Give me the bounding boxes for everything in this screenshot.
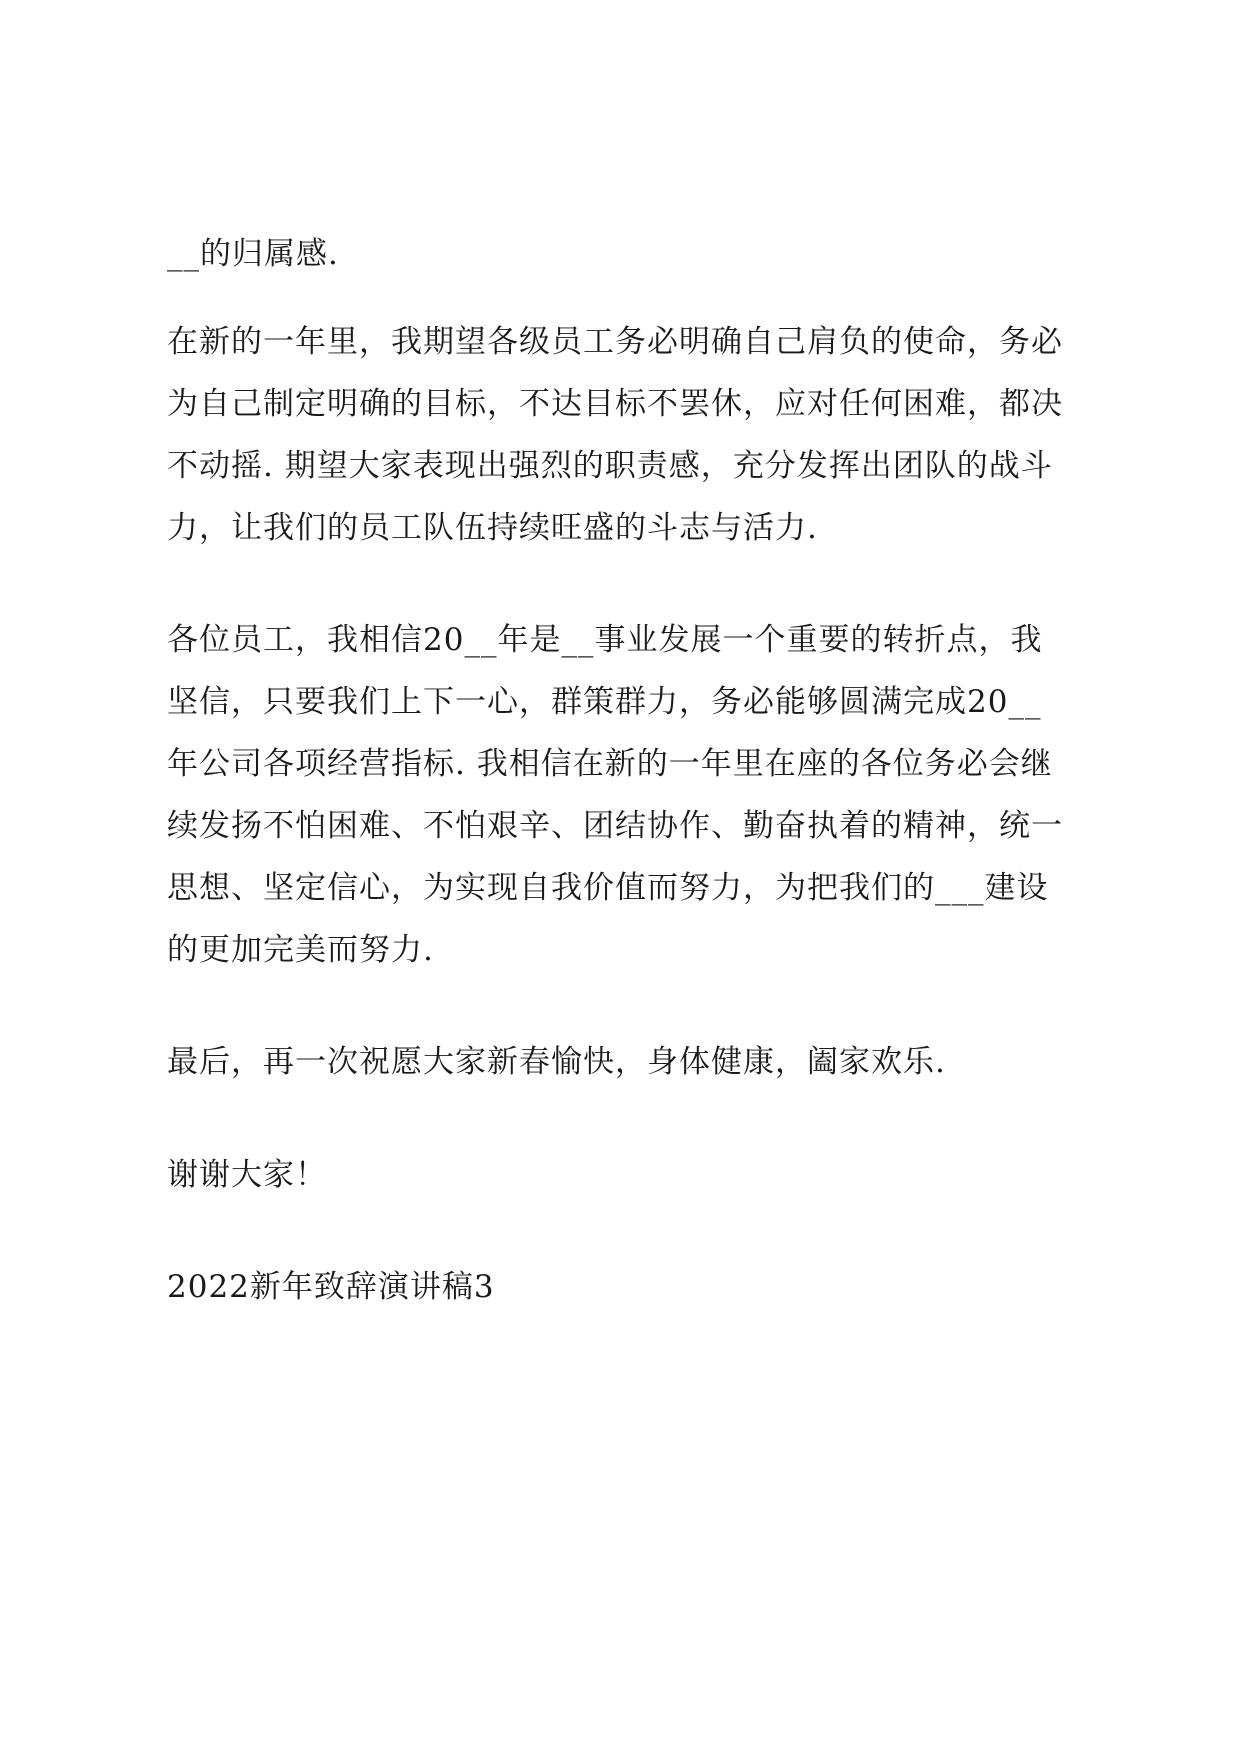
paragraph-new-year-expectation-line-3: 不动摇. 期望大家表现出强烈的职责感，充分发挥出团队的战斗 — [167, 448, 1053, 484]
paragraph-confidence-line-5: 思想、坚定信心，为实现自我价值而努力，为把我们的___建设 — [167, 870, 1049, 906]
paragraph-thanks: 谢谢大家！ — [167, 1157, 327, 1193]
paragraph-confidence-line-2: 坚信，只要我们上下一心，群策群力，务必能够圆满完成20__ — [167, 684, 1042, 720]
section-heading: 2022新年致辞演讲稿3 — [167, 1269, 495, 1305]
paragraph-wishes: 最后，再一次祝愿大家新春愉快，身体健康，阖家欢乐. — [167, 1044, 946, 1080]
paragraph-confidence-line-4: 续发扬不怕困难、不怕艰辛、团结协作、勤奋执着的精神，统一 — [167, 808, 1063, 844]
paragraph-confidence-line-1: 各位员工，我相信20__年是__事业发展一个重要的转折点，我 — [167, 622, 1043, 658]
paragraph-new-year-expectation-line-4: 力，让我们的员工队伍持续旺盛的斗志与活力. — [167, 510, 818, 546]
paragraph-confidence-line-3: 年公司各项经营指标. 我相信在新的一年里在座的各位务必会继 — [167, 746, 1053, 782]
paragraph-confidence-line-6: 的更加完美而努力. — [167, 932, 434, 968]
paragraph-new-year-expectation-line-1: 在新的一年里，我期望各级员工务必明确自己肩负的使命，务必 — [167, 324, 1063, 360]
paragraph-new-year-expectation-line-2: 为自己制定明确的目标，不达目标不罢休，应对任何困难，都决 — [167, 386, 1063, 422]
paragraph-belonging-line: __的归属感. — [167, 236, 339, 272]
